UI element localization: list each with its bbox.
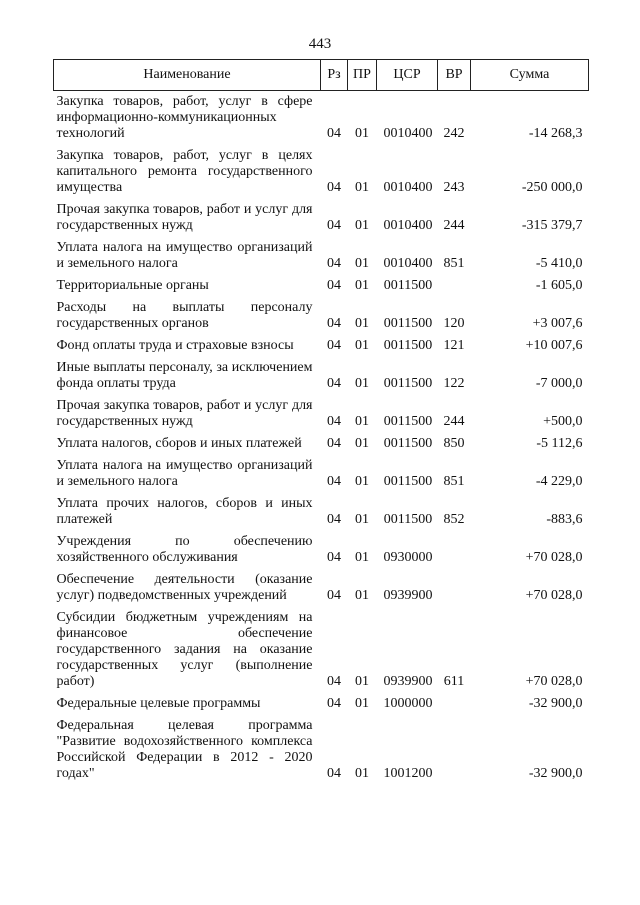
table-row [54, 693, 589, 715]
row-name: Закупка товаров, работ, услуг в целях капитального ремонта государственного имущества [56, 148, 313, 195]
row-pr: 01 [355, 766, 369, 781]
row-pr: 01 [355, 126, 369, 141]
row-csr: 0011500 [383, 436, 433, 451]
row-csr: 0011500 [383, 376, 433, 391]
row-name: Прочая закупка товаров, работ и услуг для государственных нужд [56, 398, 313, 429]
row-pr: 01 [355, 376, 369, 391]
table-row [54, 715, 589, 785]
row-vr [438, 275, 471, 297]
row-amount: -315 379,7 [521, 218, 583, 233]
row-amount: -250 000,0 [521, 180, 583, 195]
row-csr: 0939900 [383, 674, 433, 689]
row-pr: 01 [355, 474, 369, 489]
row-amount: -32 900,0 [528, 766, 583, 781]
row-pr: 01 [355, 414, 369, 429]
table-row [54, 395, 589, 433]
row-rz: 04 [327, 550, 341, 565]
row-name: Уплата налога на имущество организаций и земельного налога [56, 458, 313, 489]
row-pr: 01 [355, 550, 369, 565]
row-csr: 0011500 [383, 512, 433, 527]
page-number: 443 [308, 36, 332, 52]
table-row [54, 335, 589, 357]
row-csr: 0010400 [383, 126, 433, 141]
row-vr: 122 [443, 376, 465, 391]
row-pr: 01 [355, 512, 369, 527]
row-vr: 243 [443, 180, 465, 195]
row-rz: 04 [327, 766, 341, 781]
row-vr [438, 531, 471, 569]
header-pr: ПР [348, 60, 377, 91]
row-pr: 01 [355, 218, 369, 233]
row-csr: 0010400 [383, 256, 433, 271]
row-amount: +500,0 [543, 414, 583, 429]
row-name: Субсидии бюджетным учреждениям на финансовое обеспечение государственного задания на оказание государственных услуг (выполнение работ) [56, 610, 313, 689]
row-amount: -4 229,0 [535, 474, 583, 489]
table-row [54, 569, 589, 607]
row-amount: +70 028,0 [525, 588, 583, 603]
row-rz: 04 [327, 256, 341, 271]
row-amount: +10 007,6 [525, 338, 583, 353]
header-rz: Рз [321, 60, 348, 91]
row-name: Уплата налога на имущество организаций и земельного налога [56, 240, 313, 271]
row-amount: -883,6 [546, 512, 583, 527]
table-row [54, 145, 589, 199]
row-vr: 850 [443, 436, 465, 451]
row-vr: 244 [443, 414, 465, 429]
row-rz: 04 [327, 436, 341, 451]
row-name: Фонд оплаты труда и страховые взносы [56, 338, 294, 353]
row-name: Уплата налогов, сборов и иных платежей [56, 436, 302, 451]
row-pr: 01 [355, 316, 369, 331]
row-csr: 0930000 [383, 550, 433, 565]
row-rz: 04 [327, 218, 341, 233]
table-row [54, 91, 589, 146]
row-pr: 01 [355, 256, 369, 271]
row-csr: 0011500 [383, 278, 433, 293]
row-pr: 01 [355, 674, 369, 689]
row-vr [438, 693, 471, 715]
row-pr: 01 [355, 436, 369, 451]
header-csr: ЦСР [377, 60, 438, 91]
row-rz: 04 [327, 414, 341, 429]
row-csr: 0011500 [383, 316, 433, 331]
row-name: Территориальные органы [56, 278, 209, 293]
header-vr: ВР [438, 60, 471, 91]
row-rz: 04 [327, 696, 341, 711]
row-amount: +3 007,6 [532, 316, 583, 331]
row-name: Обеспечение деятельности (оказание услуг) подведомственных учреждений [56, 572, 313, 603]
row-pr: 01 [355, 278, 369, 293]
row-amount: -7 000,0 [535, 376, 583, 391]
row-csr: 1000000 [383, 696, 433, 711]
row-csr: 0010400 [383, 180, 433, 195]
row-name: Расходы на выплаты персоналу государственных органов [56, 300, 313, 331]
row-vr: 611 [443, 674, 465, 689]
row-pr: 01 [355, 180, 369, 195]
row-csr: 0939900 [383, 588, 433, 603]
row-name: Закупка товаров, работ, услуг в сфере информационно-коммуникационных технологий [56, 94, 313, 141]
row-rz: 04 [327, 474, 341, 489]
table-row [54, 493, 589, 531]
row-vr: 851 [443, 256, 465, 271]
row-rz: 04 [327, 180, 341, 195]
row-name: Уплата прочих налогов, сборов и иных платежей [56, 496, 313, 527]
row-csr: 0011500 [383, 338, 433, 353]
row-rz: 04 [327, 588, 341, 603]
budget-table [53, 59, 589, 785]
table-row [54, 531, 589, 569]
row-amount: -5 410,0 [535, 256, 583, 271]
row-amount: -32 900,0 [528, 696, 583, 711]
row-csr: 0011500 [383, 414, 433, 429]
row-vr: 242 [443, 126, 465, 141]
header-amount: Сумма [471, 60, 589, 91]
row-amount: -14 268,3 [528, 126, 583, 141]
row-rz: 04 [327, 316, 341, 331]
row-csr: 0011500 [383, 474, 433, 489]
row-vr: 244 [443, 218, 465, 233]
row-pr: 01 [355, 696, 369, 711]
row-vr [438, 715, 471, 785]
table-row [54, 297, 589, 335]
row-vr: 121 [443, 338, 465, 353]
table-row [54, 275, 589, 297]
row-name: Иные выплаты персоналу, за исключением фонда оплаты труда [56, 360, 313, 391]
row-amount: -1 605,0 [535, 278, 583, 293]
row-rz: 04 [327, 376, 341, 391]
row-name: Прочая закупка товаров, работ и услуг для государственных нужд [56, 202, 313, 233]
row-vr: 852 [443, 512, 465, 527]
row-amount: +70 028,0 [525, 550, 583, 565]
row-vr: 851 [443, 474, 465, 489]
row-vr: 120 [443, 316, 465, 331]
row-csr: 1001200 [383, 766, 433, 781]
row-csr: 0010400 [383, 218, 433, 233]
row-rz: 04 [327, 278, 341, 293]
row-amount: +70 028,0 [525, 674, 583, 689]
row-amount: -5 112,6 [536, 436, 583, 451]
table-row [54, 357, 589, 395]
table-row [54, 433, 589, 455]
row-rz: 04 [327, 338, 341, 353]
row-pr: 01 [355, 338, 369, 353]
row-vr [438, 569, 471, 607]
header-name: Наименование [54, 60, 321, 91]
table-row [54, 607, 589, 693]
row-rz: 04 [327, 126, 341, 141]
row-name: Федеральные целевые программы [56, 696, 261, 711]
row-rz: 04 [327, 674, 341, 689]
table-row [54, 199, 589, 237]
row-pr: 01 [355, 588, 369, 603]
row-rz: 04 [327, 512, 341, 527]
table-header-row [54, 60, 589, 91]
table-row [54, 455, 589, 493]
row-name: Учреждения по обеспечению хозяйственного обслуживания [56, 534, 313, 565]
table-row [54, 237, 589, 275]
row-name: Федеральная целевая программа "Развитие водохозяйственного комплекса Российской Федерации в 2012 - 2020 годах" [56, 718, 313, 781]
